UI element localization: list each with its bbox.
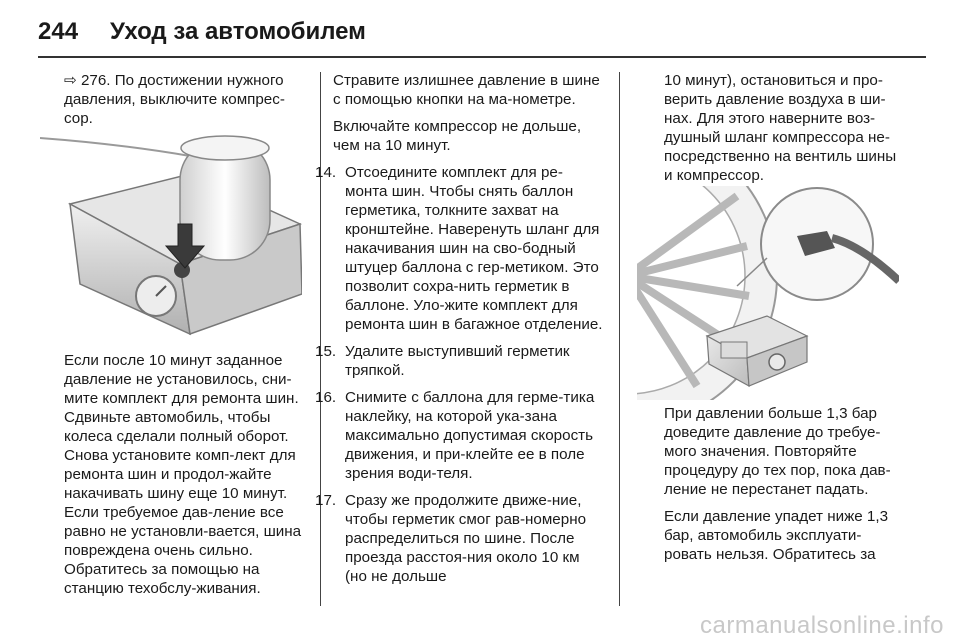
list-text: Сразу же продолжите движе-ние, чтобы герметик смог рав-номерно распределиться по шине. После проезда расстоя-ния около 10 км (но не дольше: [345, 492, 587, 585]
col2-p1: Стравите излишнее давление в шине с помощью кнопки на ма-нометре.: [333, 72, 600, 108]
col1-intro: ⇨ 276. По достижении нужного давления, выключите компрес-сор.: [64, 72, 285, 127]
list-number: 15.: [315, 343, 337, 360]
tyre-repair-kit-compressor-icon: [40, 134, 302, 344]
list-number: 14.: [315, 164, 337, 181]
list-text: Снимите с баллона для герме-тика наклейку, на которой ука-зана максимально допустимая скорость движения, и при-клейте ее в поле зрения води-теля.: [345, 389, 595, 482]
col3-p3: Если давление упадет ниже 1,3 бар, автомобиль эксплуати-ровать нельзя. Обратитесь за: [664, 508, 889, 563]
list-item: [315, 388, 605, 483]
column-3-top: [664, 71, 904, 193]
column-2: [315, 71, 605, 594]
list-number: 17.: [315, 492, 337, 509]
page-header: [38, 14, 928, 54]
list-item: [315, 163, 605, 334]
header-rule: [38, 56, 926, 58]
col3-p2: При давлении больше 1,3 бар доведите давление до требуе-мого значения. Повторяйте процедуру до тех пор, пока дав-ление не перестанет падать.: [664, 405, 891, 498]
watermark: carmanualsonline.info: [700, 612, 944, 639]
column-1-bottom: [64, 351, 307, 606]
list-text: Удалите выступивший герметик тряпкой.: [345, 343, 570, 379]
list-item: [315, 342, 605, 380]
col2-p2: Включайте компрессор не дольше, чем на 10 минут.: [333, 118, 582, 154]
list-text: Отсоедините комплект для ре-монта шин. Чтобы снять баллон герметика, толкните захват на кронштейне. Наверенуть шланг для накачивания шин на сво-бодный штуцер баллона с гер-метиком. Это позволит сохра-нить герметик в баллоне. Уло-жите комплект для ремонта шин в багажное отделение.: [345, 164, 603, 333]
col1-paragraph: Если после 10 минут заданное давление не установилось, сни-мите комплект для ремонта шин. Сдвиньте автомобиль, чтобы колеса сделали полный оборот. Снова установите комп-лект для ремонта шин и продол-жайте накачивать шину еще 10 минут. Если требуемое дав-ление все равно не установли-вается, шина повреждена очень сильно. Обратитесь за помощью на станцию техобслу-живания.: [64, 352, 302, 597]
list-number: 16.: [315, 389, 337, 406]
wheel-valve-hose-icon: [637, 186, 899, 400]
column-1-top: [64, 71, 307, 136]
page-number: 244: [38, 18, 79, 45]
col3-p1: 10 минут), остановиться и про-верить давление воздуха в ши-нах. Для этого наверните воз-душный шланг компрессора не-посредственно на вентиль шины и компрессор.: [664, 72, 897, 184]
column-3-bottom: [664, 404, 904, 572]
column-divider-2: [619, 72, 620, 606]
page-title: Уход за автомобилем: [110, 18, 366, 45]
list-item: [315, 491, 605, 586]
